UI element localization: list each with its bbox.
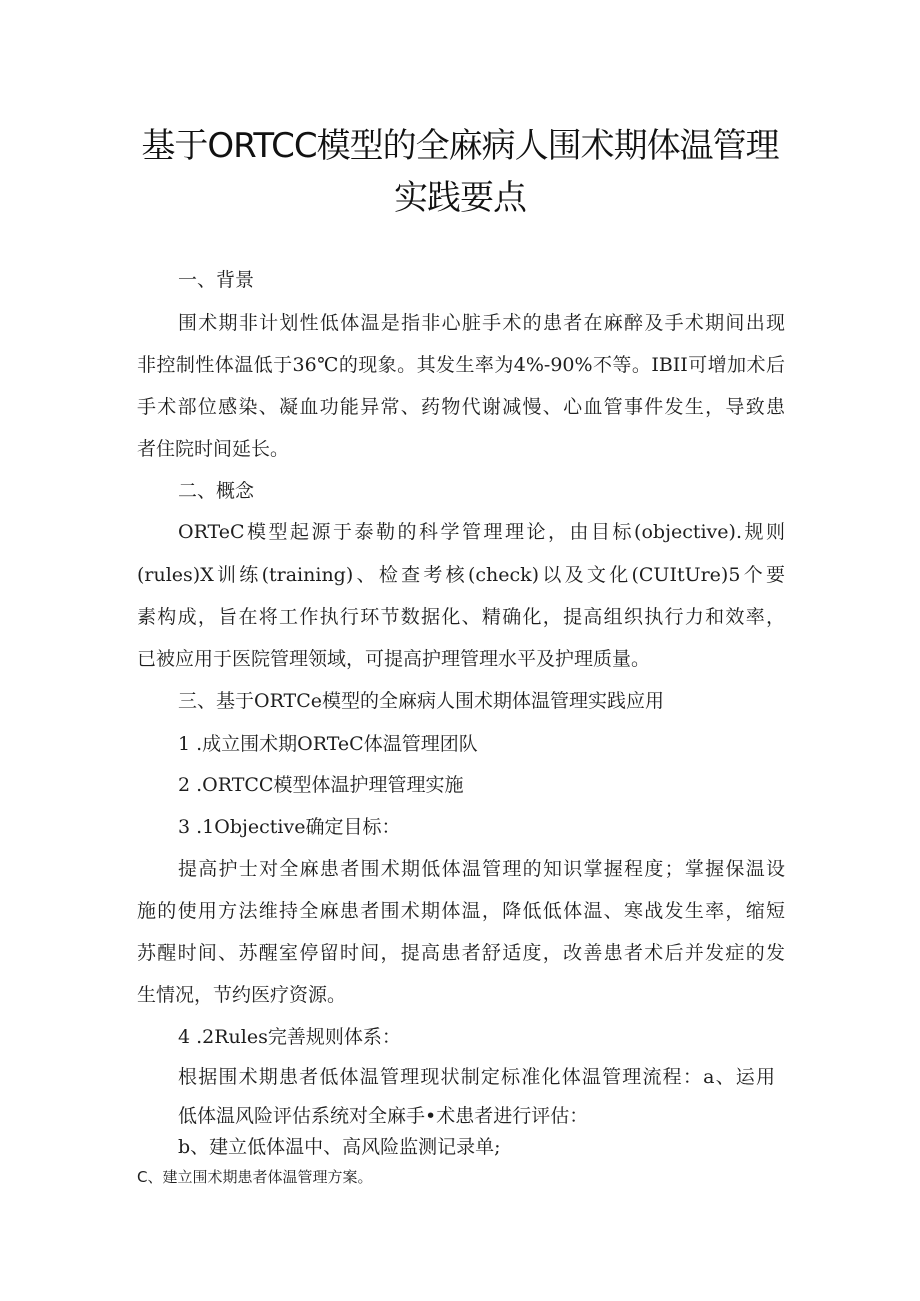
- paragraph-line: C、建立围术期患者体温管理方案。: [137, 1168, 373, 1186]
- document-title-line-2: 实践要点: [394, 178, 526, 218]
- paragraph-line: 围术期非计划性低体温是指非心脏手术的患者在麻醉及手术期间出现: [178, 312, 785, 334]
- list-item-2: 2 .ORTCC模型体温护理管理实施: [178, 774, 464, 796]
- list-item-1: 1 .成立围术期ORTeC体温管理团队: [178, 733, 478, 755]
- paragraph-line: 已被应用于医院管理领域，可提高护理管理水平及护理质量。: [137, 648, 651, 670]
- list-item-4: 4 .2Rules完善规则体系：: [178, 1026, 401, 1048]
- paragraph-line: 根据围术期患者低体温管理现状制定标准化体温管理流程：a、运用: [178, 1066, 775, 1088]
- section-heading-practice: 三、基于ORTCe模型的全麻病人围术期体温管理实践应用: [178, 690, 665, 712]
- list-item-3: 3 .1Objective确定目标：: [178, 816, 401, 838]
- paragraph-line: ORTeC模型起源于泰勒的科学管理理论，由目标(objective).规则: [178, 521, 785, 543]
- paragraph-line: 低体温风险评估系统对全麻手•术患者进行评估：: [178, 1105, 589, 1127]
- section-heading-background: 一、背景: [178, 269, 255, 291]
- paragraph-line: 提高护士对全麻患者围术期低体温管理的知识掌握程度；掌握保温设: [178, 858, 785, 880]
- paragraph-line: 非控制性体温低于36℃的现象。其发生率为4%-90%不等。IBII可增加术后: [137, 354, 785, 376]
- paragraph-line: 素构成，旨在将工作执行环节数据化、精确化，提高组织执行力和效率，: [137, 606, 785, 628]
- paragraph-line: 苏醒时间、苏醒室停留时间，提高患者舒适度，改善患者术后并发症的发: [137, 942, 785, 964]
- section-heading-concept: 二、概念: [178, 480, 255, 502]
- paragraph-line: (rules)X训练(training)、检查考核(check)以及文化(CUItUre)5个要: [137, 564, 785, 586]
- paragraph-line: b、建立低体温中、高风险监测记录单;: [178, 1136, 501, 1158]
- paragraph-line: 者住院时间延长。: [137, 438, 290, 460]
- paragraph-line: 生情况，节约医疗资源。: [137, 984, 347, 1006]
- document-title-line-1: 基于ORTCC模型的全麻病人围术期体温管理: [141, 126, 779, 166]
- paragraph-line: 手术部位感染、凝血功能异常、药物代谢减慢、心血管事件发生，导致患: [137, 396, 785, 418]
- paragraph-line: 施的使用方法维持全麻患者围术期体温，降低低体温、寒战发生率，缩短: [137, 900, 785, 922]
